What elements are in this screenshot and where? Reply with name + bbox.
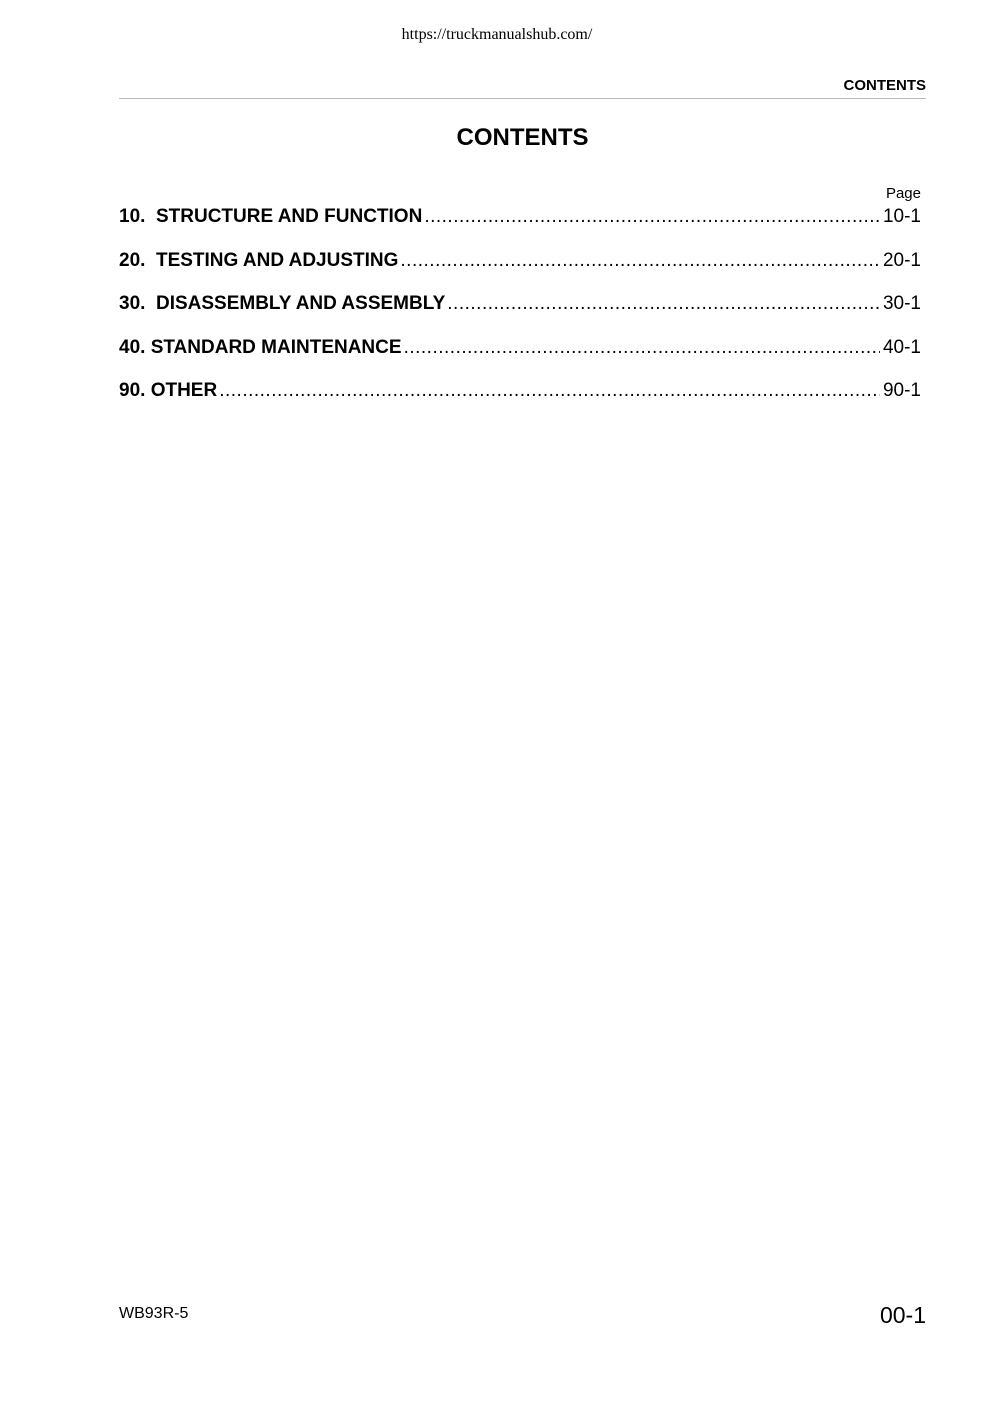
toc-entry-page: 30-1: [882, 293, 921, 314]
dot-leader: [404, 337, 880, 359]
toc-entry-label: 40. STANDARD MAINTENANCE: [119, 336, 402, 358]
toc-entry-disassembly-and-assembly[interactable]: [119, 293, 921, 337]
header-divider: [119, 98, 926, 99]
toc-entry-page: 40-1: [882, 336, 921, 358]
table-of-contents: [119, 206, 921, 424]
page-column-label: Page: [885, 185, 921, 202]
running-header: CONTENTS: [843, 77, 926, 94]
page-title: CONTENTS: [456, 124, 589, 151]
toc-entry-testing-and-adjusting[interactable]: [119, 250, 921, 294]
dot-leader: [400, 250, 880, 272]
toc-entry-structure-and-function[interactable]: [119, 206, 921, 250]
page-number: 00-1: [879, 1302, 926, 1328]
toc-entry-label: 30. DISASSEMBLY AND ASSEMBLY: [119, 293, 446, 314]
dot-leader: [424, 206, 880, 228]
toc-entry-page: 10-1: [882, 206, 921, 227]
dot-leader: [219, 380, 880, 402]
toc-entry-label: 20. TESTING AND ADJUSTING: [119, 249, 399, 271]
dot-leader: [447, 293, 880, 315]
toc-entry-page: 20-1: [882, 249, 921, 271]
toc-entry-other[interactable]: [119, 380, 921, 424]
toc-entry-label: 10. STRUCTURE AND FUNCTION: [119, 206, 423, 227]
toc-entry-standard-maintenance[interactable]: [119, 337, 921, 381]
document-model: WB93R-5: [119, 1305, 189, 1322]
toc-entry-label: 90. OTHER: [119, 380, 218, 401]
toc-entry-page: 90-1: [882, 380, 921, 401]
source-url: https://truckmanualshub.com/: [401, 26, 593, 43]
